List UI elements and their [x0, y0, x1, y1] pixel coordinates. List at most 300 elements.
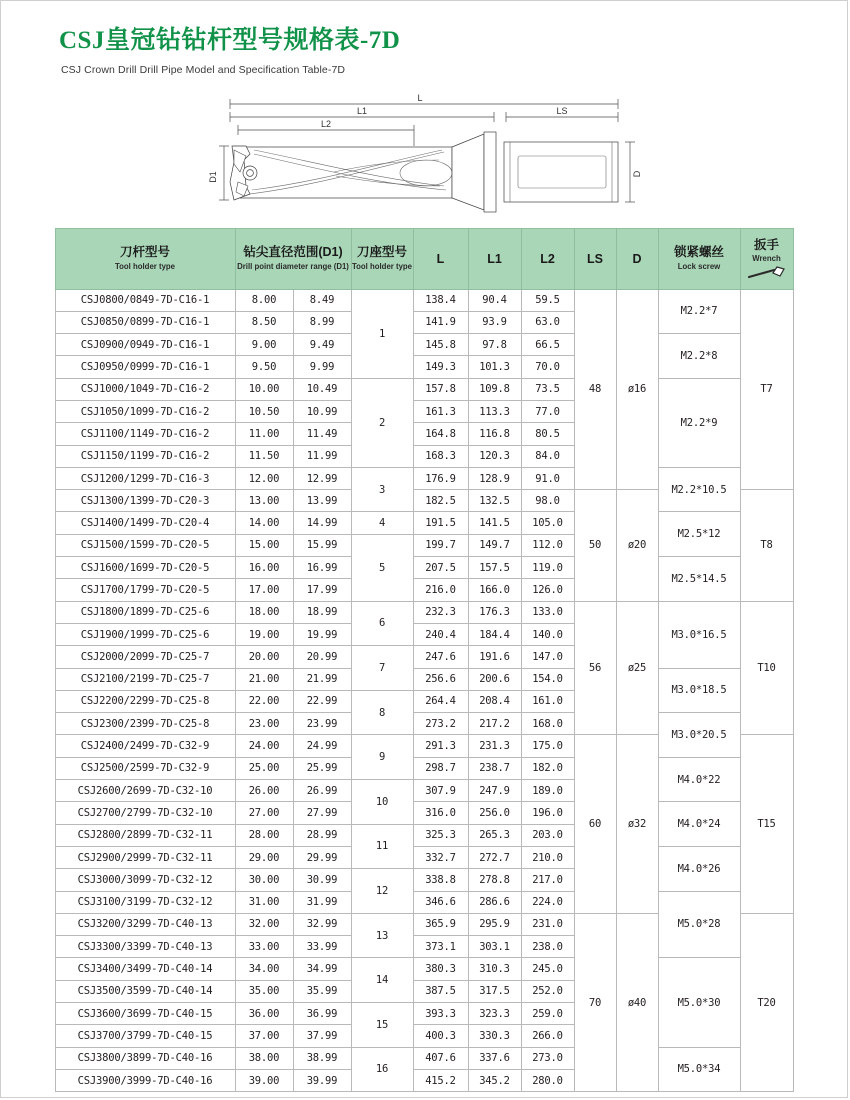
cell-holder-type: 3 [351, 467, 413, 512]
table-body [55, 289, 793, 1092]
cell-d1-max: 14.99 [293, 512, 351, 534]
cell-L: 176.9 [413, 467, 468, 489]
cell-L1: 157.5 [468, 557, 521, 579]
dim-label-LS: LS [556, 105, 568, 116]
cell-d1-max: 34.99 [293, 958, 351, 980]
cell-lock-screw: M4.0*22 [658, 757, 740, 802]
table-row [55, 557, 793, 579]
cell-L2: 77.0 [521, 400, 574, 422]
cell-L: 407.6 [413, 1047, 468, 1069]
cell-d1-min: 11.00 [235, 423, 293, 445]
table-row [55, 1047, 793, 1069]
cell-lock-screw: M2.5*12 [658, 512, 740, 557]
cell-L2: 80.5 [521, 423, 574, 445]
cell-L1: 217.2 [468, 713, 521, 735]
cell-d1-min: 8.00 [235, 289, 293, 311]
cell-L1: 247.9 [468, 780, 521, 802]
cell-holder-type: 8 [351, 690, 413, 735]
dim-label-D: D [632, 170, 642, 177]
cell-L2: 73.5 [521, 378, 574, 400]
cell-L: 415.2 [413, 1069, 468, 1091]
cell-L2: 84.0 [521, 445, 574, 467]
cell-tool-holder-model: CSJ3400/3499-7D-C40-14 [55, 958, 235, 980]
col-header-en: Tool holder type [351, 261, 413, 271]
cell-d1-min: 17.00 [235, 579, 293, 601]
cell-tool-holder-model: CSJ1300/1399-7D-C20-3 [55, 490, 235, 512]
cell-L1: 120.3 [468, 445, 521, 467]
cell-tool-holder-model: CSJ1000/1049-7D-C16-2 [55, 378, 235, 400]
cell-L: 157.8 [413, 378, 468, 400]
cell-d1-min: 20.00 [235, 646, 293, 668]
cell-d1-max: 8.99 [293, 311, 351, 333]
dim-label-L1: L1 [356, 105, 368, 116]
table-row [55, 334, 793, 356]
cell-L2: 238.0 [521, 936, 574, 958]
cell-tool-holder-model: CSJ3300/3399-7D-C40-13 [55, 936, 235, 958]
cell-d1-min: 35.00 [235, 980, 293, 1002]
cell-L: 240.4 [413, 623, 468, 645]
cell-D: ø20 [616, 490, 658, 601]
col-header-cn: 刀杆型号 [119, 245, 170, 260]
cell-L2: 112.0 [521, 534, 574, 556]
dim-label-L2: L2 [320, 118, 332, 129]
cell-L1: 345.2 [468, 1069, 521, 1091]
table-row [55, 846, 793, 868]
cell-d1-max: 29.99 [293, 846, 351, 868]
cell-L1: 238.7 [468, 757, 521, 779]
cell-L: 191.5 [413, 512, 468, 534]
cell-L: 168.3 [413, 445, 468, 467]
table-row [55, 601, 793, 623]
table-header [55, 228, 793, 289]
col-header-L: L [413, 228, 468, 289]
cell-L: 316.0 [413, 802, 468, 824]
cell-d1-min: 9.00 [235, 334, 293, 356]
col-header-L1: L1 [468, 228, 521, 289]
cell-d1-min: 38.00 [235, 1047, 293, 1069]
cell-L2: 196.0 [521, 802, 574, 824]
cell-d1-max: 15.99 [293, 534, 351, 556]
cell-tool-holder-model: CSJ0850/0899-7D-C16-1 [55, 311, 235, 333]
cell-d1-max: 11.99 [293, 445, 351, 467]
cell-d1-max: 18.99 [293, 601, 351, 623]
col-header-tool-holder-model [55, 228, 235, 289]
cell-d1-max: 31.99 [293, 891, 351, 913]
cell-holder-type: 7 [351, 646, 413, 691]
cell-d1-max: 9.99 [293, 356, 351, 378]
cell-tool-holder-model: CSJ2800/2899-7D-C32-11 [55, 824, 235, 846]
cell-L1: 278.8 [468, 869, 521, 891]
cell-tool-holder-model: CSJ1400/1499-7D-C20-4 [55, 512, 235, 534]
cell-tool-holder-model: CSJ1200/1299-7D-C16-3 [55, 467, 235, 489]
cell-L: 298.7 [413, 757, 468, 779]
cell-L1: 317.5 [468, 980, 521, 1002]
cell-d1-max: 17.99 [293, 579, 351, 601]
cell-tool-holder-model: CSJ2600/2699-7D-C32-10 [55, 780, 235, 802]
cell-d1-min: 36.00 [235, 1003, 293, 1025]
cell-tool-holder-model: CSJ3100/3199-7D-C32-12 [55, 891, 235, 913]
cell-L2: 63.0 [521, 311, 574, 333]
cell-tool-holder-model: CSJ1700/1799-7D-C20-5 [55, 579, 235, 601]
cell-L1: 166.0 [468, 579, 521, 601]
cell-L2: 266.0 [521, 1025, 574, 1047]
cell-d1-min: 15.00 [235, 534, 293, 556]
cell-holder-type: 4 [351, 512, 413, 534]
cell-d1-max: 10.49 [293, 378, 351, 400]
cell-d1-min: 9.50 [235, 356, 293, 378]
cell-wrench: T20 [740, 913, 793, 1091]
cell-holder-type: 15 [351, 1003, 413, 1048]
col-header-en: Lock screw [677, 261, 721, 271]
cell-lock-screw: M2.5*14.5 [658, 557, 740, 602]
cell-tool-holder-model: CSJ3200/3299-7D-C40-13 [55, 913, 235, 935]
cell-d1-max: 11.49 [293, 423, 351, 445]
cell-tool-holder-model: CSJ2300/2399-7D-C25-8 [55, 713, 235, 735]
table-row [55, 289, 793, 311]
cell-L: 216.0 [413, 579, 468, 601]
cell-L: 161.3 [413, 400, 468, 422]
cell-lock-screw: M5.0*28 [658, 891, 740, 958]
cell-tool-holder-model: CSJ2700/2799-7D-C32-10 [55, 802, 235, 824]
cell-L2: 98.0 [521, 490, 574, 512]
cell-lock-screw: M5.0*34 [658, 1047, 740, 1092]
cell-d1-min: 34.00 [235, 958, 293, 980]
cell-LS: 48 [574, 289, 616, 490]
cell-tool-holder-model: CSJ1100/1149-7D-C16-2 [55, 423, 235, 445]
cell-d1-min: 29.00 [235, 846, 293, 868]
cell-d1-min: 23.00 [235, 713, 293, 735]
cell-lock-screw: M4.0*24 [658, 802, 740, 847]
cell-LS: 70 [574, 913, 616, 1091]
cell-L2: 59.5 [521, 289, 574, 311]
cell-wrench: T10 [740, 601, 793, 735]
cell-holder-type: 12 [351, 869, 413, 914]
cell-L2: 210.0 [521, 846, 574, 868]
cell-holder-type: 13 [351, 913, 413, 958]
cell-d1-max: 35.99 [293, 980, 351, 1002]
col-header-en: Drill point diameter range (D1) [237, 261, 349, 271]
cell-lock-screw: M2.2*10.5 [658, 467, 740, 512]
cell-tool-holder-model: CSJ3500/3599-7D-C40-14 [55, 980, 235, 1002]
cell-tool-holder-model: CSJ2900/2999-7D-C32-11 [55, 846, 235, 868]
cell-holder-type: 16 [351, 1047, 413, 1092]
cell-d1-max: 32.99 [293, 913, 351, 935]
cell-tool-holder-model: CSJ2100/2199-7D-C25-7 [55, 668, 235, 690]
col-header-cn: 钻尖直径范围(D1) [243, 245, 343, 260]
cell-L1: 132.5 [468, 490, 521, 512]
col-header-lock-screw [658, 228, 740, 289]
col-header-cn: 刀座型号 [356, 245, 407, 260]
table-row [55, 467, 793, 489]
table-row [55, 668, 793, 690]
page-title: CSJ皇冠钻钻杆型号规格表-7D [59, 27, 401, 54]
cell-tool-holder-model: CSJ1500/1599-7D-C20-5 [55, 534, 235, 556]
cell-L2: 70.0 [521, 356, 574, 378]
cell-L1: 116.8 [468, 423, 521, 445]
cell-L1: 149.7 [468, 534, 521, 556]
cell-d1-max: 36.99 [293, 1003, 351, 1025]
cell-d1-min: 21.00 [235, 668, 293, 690]
cell-L1: 101.3 [468, 356, 521, 378]
cell-d1-max: 10.99 [293, 400, 351, 422]
cell-wrench: T8 [740, 490, 793, 601]
cell-holder-type: 5 [351, 534, 413, 601]
cell-D: ø32 [616, 735, 658, 913]
cell-L1: 330.3 [468, 1025, 521, 1047]
col-header-en: Tool holder type [114, 261, 176, 271]
cell-L2: 280.0 [521, 1069, 574, 1091]
cell-tool-holder-model: CSJ0900/0949-7D-C16-1 [55, 334, 235, 356]
cell-L2: 147.0 [521, 646, 574, 668]
cell-holder-type: 1 [351, 289, 413, 378]
cell-tool-holder-model: CSJ1150/1199-7D-C16-2 [55, 445, 235, 467]
cell-tool-holder-model: CSJ3600/3699-7D-C40-15 [55, 1003, 235, 1025]
cell-L1: 128.9 [468, 467, 521, 489]
col-header-cn: 锁紧螺丝 [673, 245, 724, 260]
cell-L2: 189.0 [521, 780, 574, 802]
col-header-d1-range [235, 228, 351, 289]
cell-d1-min: 27.00 [235, 802, 293, 824]
cell-d1-max: 23.99 [293, 713, 351, 735]
cell-tool-holder-model: CSJ1800/1899-7D-C25-6 [55, 601, 235, 623]
cell-d1-min: 32.00 [235, 913, 293, 935]
cell-lock-screw: M4.0*26 [658, 846, 740, 891]
cell-tool-holder-model: CSJ0800/0849-7D-C16-1 [55, 289, 235, 311]
cell-L: 393.3 [413, 1003, 468, 1025]
cell-L2: 182.0 [521, 757, 574, 779]
cell-L2: 126.0 [521, 579, 574, 601]
cell-L2: 252.0 [521, 980, 574, 1002]
cell-d1-max: 37.99 [293, 1025, 351, 1047]
cell-d1-min: 12.00 [235, 467, 293, 489]
cell-L2: 224.0 [521, 891, 574, 913]
cell-lock-screw: M5.0*30 [658, 958, 740, 1047]
cell-L2: 217.0 [521, 869, 574, 891]
cell-L: 338.8 [413, 869, 468, 891]
cell-lock-screw: M2.2*7 [658, 289, 740, 334]
cell-d1-min: 24.00 [235, 735, 293, 757]
cell-tool-holder-model: CSJ2400/2499-7D-C32-9 [55, 735, 235, 757]
cell-L2: 203.0 [521, 824, 574, 846]
cell-LS: 56 [574, 601, 616, 735]
cell-d1-max: 20.99 [293, 646, 351, 668]
cell-d1-min: 31.00 [235, 891, 293, 913]
cell-d1-min: 37.00 [235, 1025, 293, 1047]
cell-L: 380.3 [413, 958, 468, 980]
cell-tool-holder-model: CSJ3900/3999-7D-C40-16 [55, 1069, 235, 1091]
cell-L: 145.8 [413, 334, 468, 356]
table-row [55, 958, 793, 980]
cell-L: 346.6 [413, 891, 468, 913]
cell-lock-screw: M2.2*8 [658, 334, 740, 379]
cell-L2: 175.0 [521, 735, 574, 757]
cell-lock-screw: M2.2*9 [658, 378, 740, 467]
cell-L1: 231.3 [468, 735, 521, 757]
cell-L: 182.5 [413, 490, 468, 512]
dim-label-D1: D1 [208, 170, 218, 183]
cell-D: ø16 [616, 289, 658, 490]
cell-d1-min: 8.50 [235, 311, 293, 333]
specification-table-wrap [1, 220, 847, 1093]
cell-wrench: T15 [740, 735, 793, 913]
cell-lock-screw: M3.0*18.5 [658, 668, 740, 713]
cell-d1-max: 13.99 [293, 490, 351, 512]
cell-d1-max: 22.99 [293, 690, 351, 712]
cell-d1-max: 25.99 [293, 757, 351, 779]
col-header-en: Wrench [752, 254, 781, 264]
cell-wrench: T7 [740, 289, 793, 490]
cell-L: 207.5 [413, 557, 468, 579]
cell-d1-min: 13.00 [235, 490, 293, 512]
cell-L: 373.1 [413, 936, 468, 958]
cell-tool-holder-model: CSJ2500/2599-7D-C32-9 [55, 757, 235, 779]
cell-holder-type: 2 [351, 378, 413, 467]
cell-d1-max: 24.99 [293, 735, 351, 757]
cell-L: 256.6 [413, 668, 468, 690]
cell-d1-min: 25.00 [235, 757, 293, 779]
cell-L1: 109.8 [468, 378, 521, 400]
cell-d1-min: 33.00 [235, 936, 293, 958]
cell-L: 264.4 [413, 690, 468, 712]
cell-d1-max: 12.99 [293, 467, 351, 489]
cell-holder-type: 9 [351, 735, 413, 780]
cell-L: 232.3 [413, 601, 468, 623]
cell-L2: 161.0 [521, 690, 574, 712]
table-row [55, 802, 793, 824]
cell-L: 247.6 [413, 646, 468, 668]
cell-d1-max: 16.99 [293, 557, 351, 579]
cell-L1: 184.4 [468, 623, 521, 645]
col-header-holder-type [351, 228, 413, 289]
cell-L1: 310.3 [468, 958, 521, 980]
cell-L2: 133.0 [521, 601, 574, 623]
cell-holder-type: 6 [351, 601, 413, 646]
table-row [55, 713, 793, 735]
cell-d1-min: 16.00 [235, 557, 293, 579]
cell-L: 307.9 [413, 780, 468, 802]
cell-d1-min: 18.00 [235, 601, 293, 623]
cell-d1-min: 10.00 [235, 378, 293, 400]
cell-d1-min: 10.50 [235, 400, 293, 422]
cell-d1-max: 30.99 [293, 869, 351, 891]
cell-holder-type: 14 [351, 958, 413, 1003]
cell-L: 149.3 [413, 356, 468, 378]
cell-L: 141.9 [413, 311, 468, 333]
cell-L1: 97.8 [468, 334, 521, 356]
cell-d1-min: 19.00 [235, 623, 293, 645]
cell-d1-max: 21.99 [293, 668, 351, 690]
table-row [55, 757, 793, 779]
cell-d1-min: 28.00 [235, 824, 293, 846]
cell-L1: 256.0 [468, 802, 521, 824]
cell-L: 199.7 [413, 534, 468, 556]
cell-L2: 259.0 [521, 1003, 574, 1025]
cell-tool-holder-model: CSJ3700/3799-7D-C40-15 [55, 1025, 235, 1047]
cell-L2: 273.0 [521, 1047, 574, 1069]
wrench-icon [747, 266, 787, 279]
cell-L1: 272.7 [468, 846, 521, 868]
cell-LS: 60 [574, 735, 616, 913]
cell-d1-max: 38.99 [293, 1047, 351, 1069]
cell-tool-holder-model: CSJ2200/2299-7D-C25-8 [55, 690, 235, 712]
cell-L: 400.3 [413, 1025, 468, 1047]
cell-tool-holder-model: CSJ1900/1999-7D-C25-6 [55, 623, 235, 645]
cell-d1-max: 27.99 [293, 802, 351, 824]
cell-L: 325.3 [413, 824, 468, 846]
cell-L2: 66.5 [521, 334, 574, 356]
cell-L: 365.9 [413, 913, 468, 935]
cell-d1-min: 30.00 [235, 869, 293, 891]
cell-tool-holder-model: CSJ2000/2099-7D-C25-7 [55, 646, 235, 668]
cell-L1: 295.9 [468, 913, 521, 935]
cell-L1: 191.6 [468, 646, 521, 668]
cell-L2: 105.0 [521, 512, 574, 534]
cell-holder-type: 10 [351, 780, 413, 825]
cell-L1: 141.5 [468, 512, 521, 534]
cell-lock-screw: M3.0*20.5 [658, 713, 740, 758]
cell-d1-max: 26.99 [293, 780, 351, 802]
cell-L1: 208.4 [468, 690, 521, 712]
cell-L1: 176.3 [468, 601, 521, 623]
cell-d1-max: 9.49 [293, 334, 351, 356]
cell-L1: 200.6 [468, 668, 521, 690]
cell-d1-max: 28.99 [293, 824, 351, 846]
cell-d1-max: 19.99 [293, 623, 351, 645]
cell-L2: 119.0 [521, 557, 574, 579]
dim-label-L: L [417, 92, 423, 103]
cell-d1-max: 39.99 [293, 1069, 351, 1091]
cell-L2: 245.0 [521, 958, 574, 980]
cell-holder-type: 11 [351, 824, 413, 869]
title-block [1, 1, 847, 76]
col-header-D: D [616, 228, 658, 289]
cell-L: 387.5 [413, 980, 468, 1002]
cell-d1-min: 11.50 [235, 445, 293, 467]
cell-L1: 286.6 [468, 891, 521, 913]
cell-LS: 50 [574, 490, 616, 601]
cell-tool-holder-model: CSJ1050/1099-7D-C16-2 [55, 400, 235, 422]
cell-D: ø25 [616, 601, 658, 735]
cell-L1: 265.3 [468, 824, 521, 846]
col-header-cn: 扳手 [753, 237, 779, 252]
cell-d1-min: 22.00 [235, 690, 293, 712]
specification-table [55, 228, 794, 1093]
cell-L2: 231.0 [521, 913, 574, 935]
table-row [55, 378, 793, 400]
cell-D: ø40 [616, 913, 658, 1091]
cell-L: 273.2 [413, 713, 468, 735]
cell-L2: 140.0 [521, 623, 574, 645]
cell-tool-holder-model: CSJ0950/0999-7D-C16-1 [55, 356, 235, 378]
cell-L2: 91.0 [521, 467, 574, 489]
cell-L: 138.4 [413, 289, 468, 311]
cell-d1-max: 8.49 [293, 289, 351, 311]
cell-tool-holder-model: CSJ3000/3099-7D-C32-12 [55, 869, 235, 891]
cell-L2: 154.0 [521, 668, 574, 690]
cell-L: 164.8 [413, 423, 468, 445]
cell-L1: 90.4 [468, 289, 521, 311]
cell-tool-holder-model: CSJ3800/3899-7D-C40-16 [55, 1047, 235, 1069]
cell-d1-min: 26.00 [235, 780, 293, 802]
drill-dimension-diagram [1, 90, 847, 220]
col-header-L2: L2 [521, 228, 574, 289]
cell-L: 291.3 [413, 735, 468, 757]
col-header-LS: LS [574, 228, 616, 289]
col-header-wrench [740, 228, 793, 289]
page-subtitle: CSJ Crown Drill Drill Pipe Model and Specification Table-7D [61, 63, 346, 76]
table-row [55, 891, 793, 913]
cell-tool-holder-model: CSJ1600/1699-7D-C20-5 [55, 557, 235, 579]
